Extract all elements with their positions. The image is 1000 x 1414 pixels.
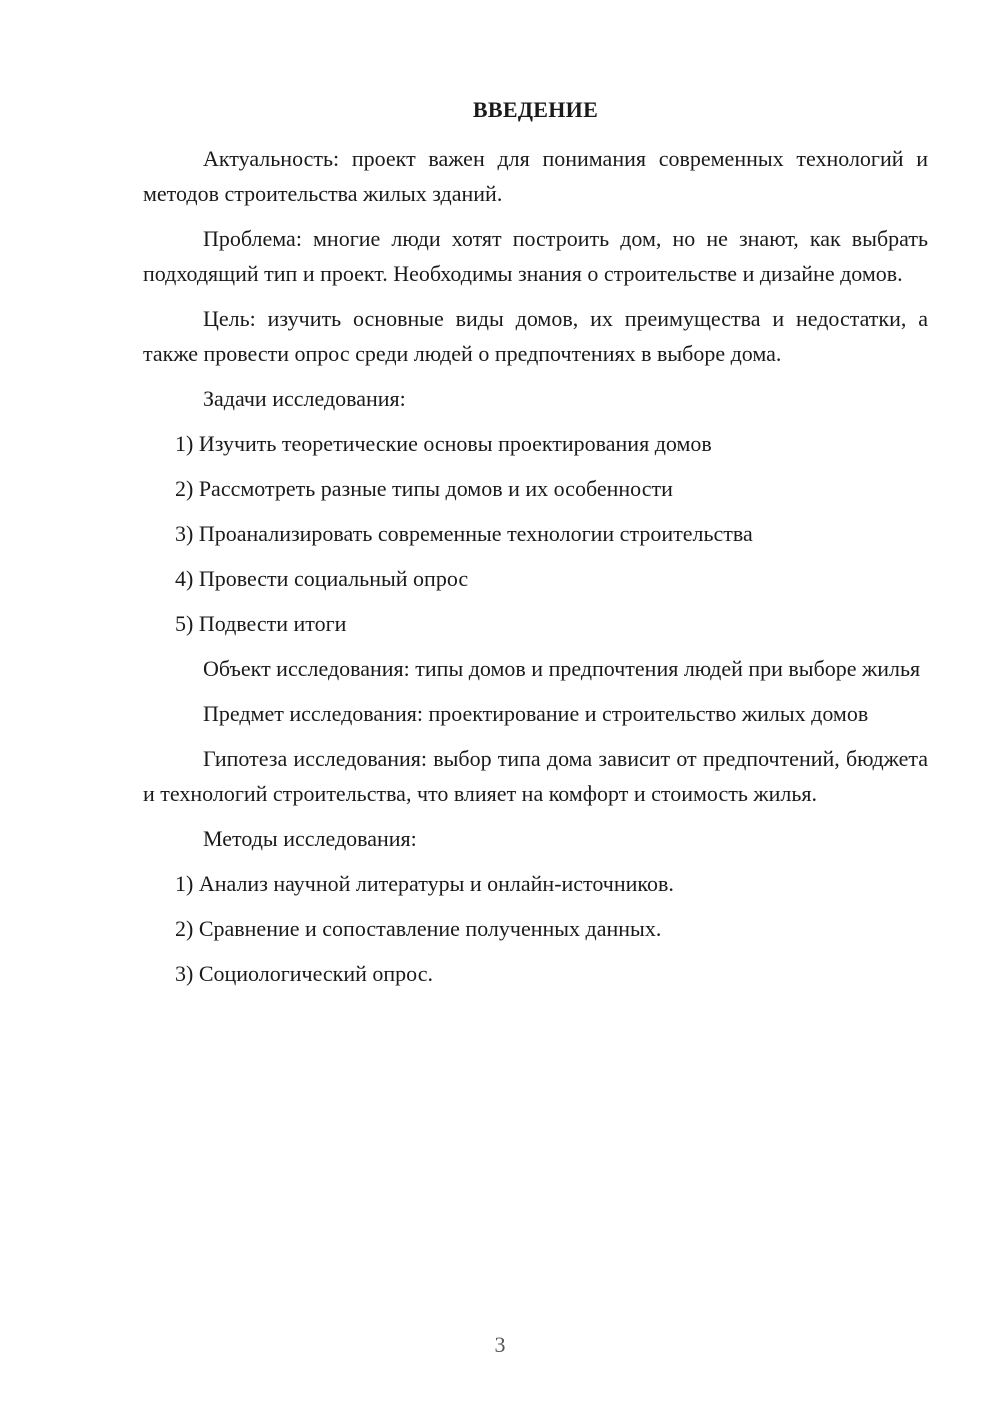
tasks-list xyxy=(143,426,928,641)
list-item: 4) Провести социальный опрос xyxy=(175,566,469,591)
tasks-heading: Задачи исследования: xyxy=(203,386,406,411)
hypothesis-paragraph: Гипотеза исследования: выбор типа дома зависит от предпочтений, бюджета и технологий строительства, что влияет на комфорт и стоимость жилья. xyxy=(143,746,928,806)
object-paragraph: Объект исследования: типы домов и предпочтения людей при выборе жилья xyxy=(203,656,921,681)
goal-paragraph: Цель: изучить основные виды домов, их преимущества и недостатки, а также провести опрос среди людей о предпочтениях в выборе дома. xyxy=(143,306,928,366)
subject-paragraph: Предмет исследования: проектирование и строительство жилых домов xyxy=(203,701,869,726)
list-item: 3) Социологический опрос. xyxy=(175,961,433,986)
list-item: 5) Подвести итоги xyxy=(175,611,347,636)
document-page xyxy=(143,95,928,1001)
list-item: 2) Рассмотреть разные типы домов и их особенности xyxy=(175,476,673,501)
problem-paragraph: Проблема: многие люди хотят построить дом, но не знают, как выбрать подходящий тип и проект. Необходимы знания о строительстве и дизайне домов. xyxy=(143,226,928,286)
methods-heading: Методы исследования: xyxy=(203,826,417,851)
section-title: ВВЕДЕНИЕ xyxy=(472,97,599,122)
list-item: 3) Проанализировать современные технологии строительства xyxy=(175,521,753,546)
list-item: 1) Изучить теоретические основы проектирования домов xyxy=(175,431,712,456)
methods-list xyxy=(143,866,928,991)
list-item: 1) Анализ научной литературы и онлайн-источников. xyxy=(175,871,674,896)
relevance-paragraph: Актуальность: проект важен для понимания современных технологий и методов строительства жилых зданий. xyxy=(143,146,928,206)
page-number: 3 xyxy=(494,1332,506,1357)
list-item: 2) Сравнение и сопоставление полученных данных. xyxy=(175,916,662,941)
